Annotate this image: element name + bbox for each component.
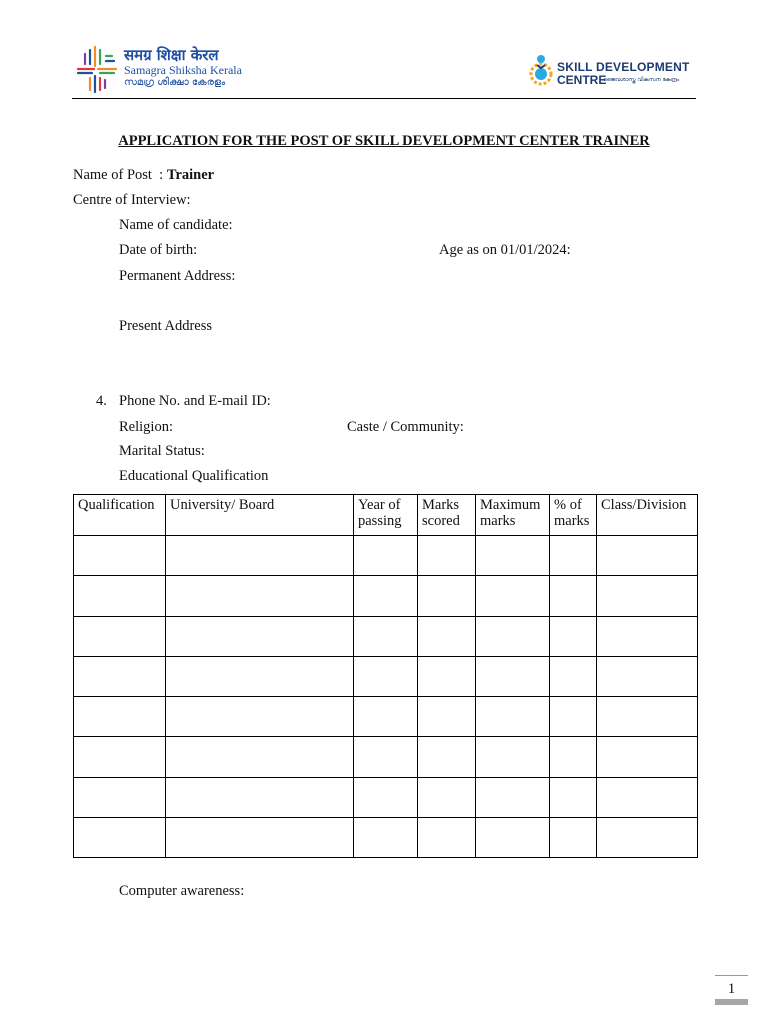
table-row	[74, 656, 698, 696]
table-cell[interactable]	[354, 777, 418, 817]
caste-community-label: Caste / Community:	[347, 419, 464, 435]
sdc-logo-malayalam-text: ജൈവശാസ്ത്ര വികസന കേന്ദ്രം	[603, 77, 680, 83]
table-cell[interactable]	[354, 697, 418, 737]
table-cell[interactable]	[354, 616, 418, 656]
table-cell[interactable]	[74, 576, 166, 616]
ssk-logo-hindi-text: समग्र शिक्षा केरल	[124, 46, 219, 64]
table-cell[interactable]	[550, 777, 597, 817]
header-divider	[72, 98, 696, 99]
table-cell[interactable]	[74, 536, 166, 576]
table-cell[interactable]	[476, 817, 550, 857]
table-row	[74, 616, 698, 656]
name-of-post-label: Name of Post :	[73, 167, 167, 183]
page-number: 1	[727, 981, 736, 997]
religion-label: Religion:	[119, 419, 173, 435]
table-cell[interactable]	[354, 656, 418, 696]
page-title: APPLICATION FOR THE POST OF SKILL DEVELOPMENT CENTER TRAINER	[118, 133, 650, 149]
table-cell[interactable]	[354, 817, 418, 857]
table-cell[interactable]	[550, 656, 597, 696]
table-cell[interactable]	[166, 697, 354, 737]
table-cell[interactable]	[476, 616, 550, 656]
table-cell[interactable]	[597, 777, 698, 817]
centre-of-interview-label: Centre of Interview:	[73, 192, 191, 208]
table-cell[interactable]	[354, 536, 418, 576]
table-cell[interactable]	[166, 656, 354, 696]
table-cell[interactable]	[597, 656, 698, 696]
date-of-birth-label: Date of birth:	[119, 242, 198, 258]
table-cell[interactable]	[476, 737, 550, 777]
table-cell[interactable]	[476, 697, 550, 737]
table-cell[interactable]	[476, 536, 550, 576]
marital-status-label: Marital Status:	[119, 443, 205, 459]
table-row	[74, 737, 698, 777]
table-cell[interactable]	[597, 576, 698, 616]
table-cell[interactable]	[597, 817, 698, 857]
table-cell[interactable]	[74, 817, 166, 857]
item-number: 4.	[96, 393, 107, 409]
column-header-university-board: University/ Board	[166, 495, 354, 536]
table-cell[interactable]	[354, 737, 418, 777]
table-row	[74, 576, 698, 616]
table-cell[interactable]	[74, 737, 166, 777]
column-header-percent-of-marks: % of marks	[550, 495, 597, 536]
table-cell[interactable]	[597, 737, 698, 777]
table-cell[interactable]	[166, 817, 354, 857]
table-cell[interactable]	[476, 576, 550, 616]
computer-awareness-label: Computer awareness:	[119, 883, 245, 899]
name-of-post-field	[73, 167, 214, 184]
table-cell[interactable]	[550, 576, 597, 616]
table-cell[interactable]	[550, 817, 597, 857]
table-cell[interactable]	[476, 656, 550, 696]
table-cell[interactable]	[597, 697, 698, 737]
table-cell[interactable]	[597, 616, 698, 656]
permanent-address-label: Permanent Address:	[119, 268, 236, 284]
table-cell[interactable]	[166, 536, 354, 576]
table-cell[interactable]	[476, 777, 550, 817]
table-cell[interactable]	[418, 536, 476, 576]
ssk-mosaic-logo-icon	[76, 44, 120, 94]
table-cell[interactable]	[550, 616, 597, 656]
table-cell[interactable]	[418, 697, 476, 737]
name-of-candidate-label: Name of candidate:	[119, 217, 233, 233]
table-cell[interactable]	[166, 576, 354, 616]
sdc-logo-subtitle: CENTRE	[557, 73, 607, 87]
table-cell[interactable]	[354, 576, 418, 616]
column-header-qualification: Qualification	[74, 495, 166, 536]
qualification-table	[73, 494, 698, 858]
table-cell[interactable]	[166, 616, 354, 656]
table-cell[interactable]	[597, 536, 698, 576]
sdc-logo-title: SKILL DEVELOPMENT	[557, 60, 690, 74]
educational-qualification-label: Educational Qualification	[119, 468, 269, 484]
table-cell[interactable]	[74, 777, 166, 817]
page-number-bar	[715, 999, 748, 1005]
table-cell[interactable]	[550, 737, 597, 777]
table-cell[interactable]	[418, 817, 476, 857]
age-as-on-label: Age as on 01/01/2024:	[439, 242, 571, 258]
ssk-logo-english-text: Samagra Shiksha Kerala	[124, 63, 242, 77]
table-cell[interactable]	[418, 777, 476, 817]
table-cell[interactable]	[74, 656, 166, 696]
table-cell[interactable]	[418, 616, 476, 656]
table-cell[interactable]	[418, 576, 476, 616]
table-row	[74, 777, 698, 817]
table-cell[interactable]	[550, 697, 597, 737]
table-cell[interactable]	[74, 697, 166, 737]
table-row	[74, 817, 698, 857]
table-row	[74, 536, 698, 576]
table-header-row	[74, 495, 698, 536]
name-of-post-value: Trainer	[166, 167, 215, 183]
page-number-rule	[715, 975, 748, 976]
skill-gear-person-icon	[528, 54, 554, 86]
present-address-label: Present Address	[119, 318, 213, 334]
table-cell[interactable]	[74, 616, 166, 656]
column-header-year-of-passing: Year of passing	[354, 495, 418, 536]
table-cell[interactable]	[550, 536, 597, 576]
phone-email-label: Phone No. and E-mail ID:	[119, 393, 271, 409]
table-row	[74, 697, 698, 737]
ssk-logo-malayalam-text: സമഗ്ര ശിക്ഷാ കേരളം	[124, 77, 226, 88]
table-cell[interactable]	[166, 777, 354, 817]
table-cell[interactable]	[418, 737, 476, 777]
column-header-maximum-marks: Maximum marks	[476, 495, 550, 536]
table-cell[interactable]	[166, 737, 354, 777]
column-header-marks-scored: Marks scored	[418, 495, 476, 536]
column-header-class-division: Class/Division	[597, 495, 698, 536]
table-cell[interactable]	[418, 656, 476, 696]
